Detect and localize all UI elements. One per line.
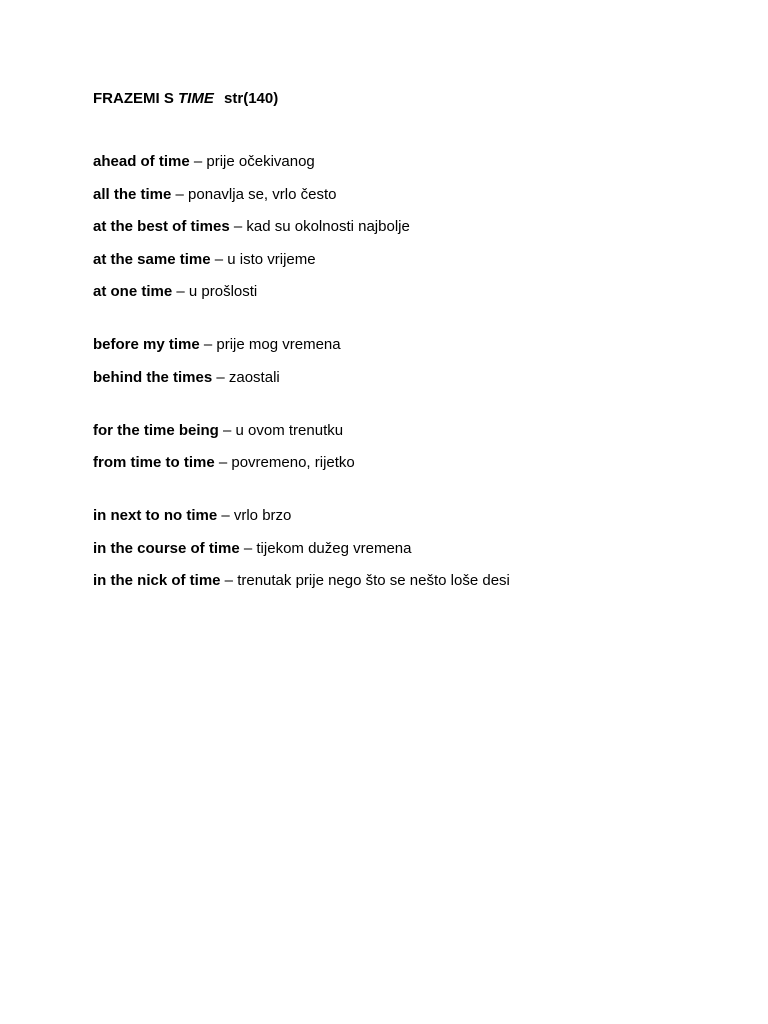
phrase-row: [93, 152, 733, 172]
title-suffix: str(140): [224, 90, 279, 107]
title-italic: TIME: [178, 90, 214, 107]
phrase-group-b: [93, 335, 733, 388]
phrase-group-f: [93, 421, 733, 474]
phrase-meaning: u isto vrijeme: [227, 250, 316, 268]
phrase-meaning: prije mog vremena: [216, 336, 341, 353]
phrase-separator: –: [220, 572, 238, 589]
title-prefix: FRAZEMI S: [93, 90, 174, 107]
phrase-meaning: tijekom dužeg vremena: [256, 539, 412, 557]
phrase-row: [93, 368, 733, 388]
phrase-row: [93, 453, 733, 473]
phrase-meaning: u prošlosti: [188, 283, 258, 300]
phrase-term: in next to no time: [93, 507, 218, 524]
phrase-term: behind the times: [93, 368, 213, 386]
phrase-term: at the best of times: [93, 218, 230, 235]
phrase-row: [93, 421, 733, 441]
phrase-term: at the same time: [93, 250, 211, 268]
phrase-separator: –: [171, 185, 189, 203]
document-content: [93, 89, 733, 591]
phrase-meaning: prije očekivanog: [206, 153, 315, 170]
phrase-row: [93, 250, 733, 270]
phrase-term: from time to time: [93, 454, 215, 471]
phrase-separator: –: [210, 250, 228, 268]
phrase-term: for the time being: [93, 421, 219, 439]
phrase-row: [93, 506, 733, 526]
phrase-meaning: trenutak prije nego što se nešto loše desi: [237, 572, 510, 589]
phrase-row: [93, 185, 733, 205]
phrase-row: [93, 539, 733, 559]
phrase-term: all the time: [93, 185, 172, 203]
phrase-separator: –: [217, 507, 234, 524]
phrase-term: before my time: [93, 336, 200, 353]
phrase-meaning: u ovom trenutku: [235, 421, 344, 439]
phrase-group-i: [93, 506, 733, 591]
document-title: [93, 89, 733, 109]
phrase-meaning: kad su okolnosti najbolje: [246, 218, 410, 235]
phrase-term: ahead of time: [93, 153, 190, 170]
phrase-term: in the course of time: [93, 539, 240, 557]
phrase-row: [93, 217, 733, 237]
phrase-meaning: povremeno, rijetko: [231, 454, 355, 471]
phrase-group-a: [93, 152, 733, 302]
phrase-meaning: zaostali: [228, 368, 280, 386]
phrase-term: at one time: [93, 283, 173, 300]
phrase-term: in the nick of time: [93, 572, 221, 589]
phrase-separator: –: [218, 421, 236, 439]
phrase-meaning: ponavlja se, vrlo često: [188, 185, 337, 203]
phrase-row: [93, 571, 733, 591]
phrase-separator: –: [189, 153, 207, 170]
phrase-separator: –: [214, 454, 232, 471]
phrase-row: [93, 335, 733, 355]
phrase-separator: –: [199, 336, 217, 353]
phrase-separator: –: [212, 368, 229, 386]
phrase-separator: –: [172, 283, 189, 300]
phrase-separator: –: [239, 539, 257, 557]
phrase-row: [93, 282, 733, 302]
phrase-meaning: vrlo brzo: [233, 507, 292, 524]
phrase-separator: –: [229, 218, 247, 235]
